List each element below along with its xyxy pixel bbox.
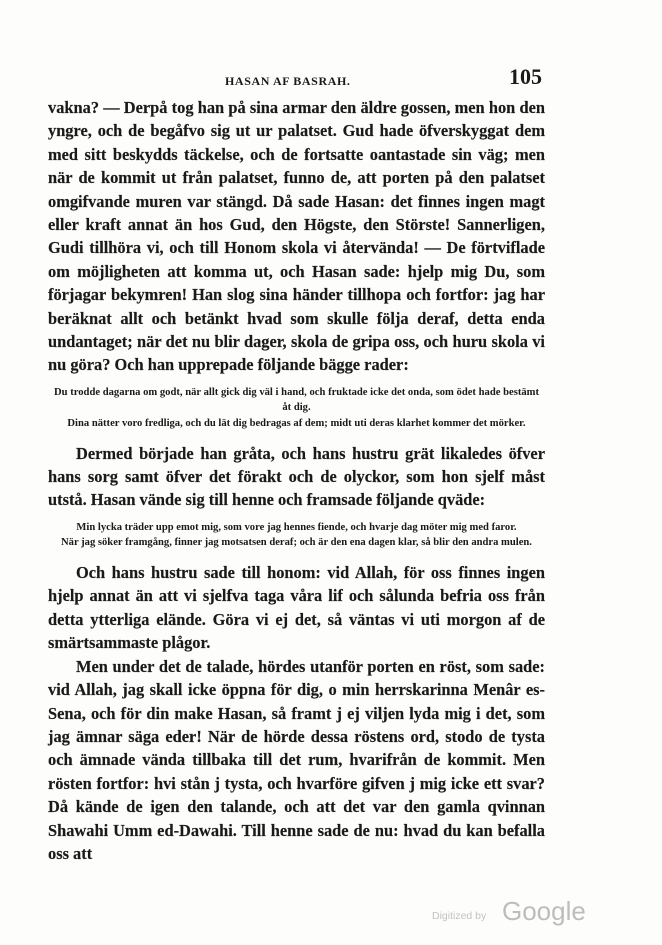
digitized-watermark: [432, 896, 592, 930]
verse-line: När jag söker framgång, finner jag motsatsen deraf; och är den ena dagen klar, så blir den andra mulen.: [61, 537, 532, 549]
verse-line: Du trodde dagarna om godt, när allt gick dig väl i hand, och fruktade icke det onda, som ödet hade bestämt åt dig.: [54, 386, 539, 414]
verse-line: Min lycka träder upp emot mig, som vore jag hennes fiende, och hvarje dag möter mig med faror.: [76, 521, 517, 533]
verse-block-1: [48, 385, 545, 432]
verse-line: Dina nätter voro fredliga, och du lät dig bedragas af dem; midt uti deras klarhet kommer det mörker.: [67, 418, 526, 430]
paragraph-3: Och hans hustru sade till honom: vid Allah, för oss finnes ingen hjelp annat än att vi sjelfva taga våra lif och sålunda befria oss från detta ytterliga elände. Göra vi ej det, så väntas vi uti morgon af de smärtsammaste plågor.: [48, 563, 545, 653]
page-number: 105: [509, 64, 542, 89]
paragraph-1: vakna? — Derpå tog han på sina armar den äldre gossen, men hon den yngre, och de begåfvo sig ut ur palatset. Gud hade öfverskyggat dem med sitt beskydds täckelse, och de fortsatte oantastade sin väg; men när de kommit ut från palatset, funno de, att porten på den palatset omgifvande muren var stängd. Då sade Hasan: det finnes ingen magt eller kraft annat än hos Gud, den Högste, den Störste! Sannerligen, Gudi tillhöra vi, och till Honom skola vi återvända! — De förtviflade om möjligheten att komma ut, och Hasan sade: hjelp mig Du, som förjagar bekymren! Han slog sina händer tillhopa och fortfor: jag har beräknat allt och betänkt hvad som skulle följa deraf, detta enda undantaget; när det nu blir dager, skola de gripa oss, och huru skola vi nu göra? Och han upprepade följande bägge rader:: [48, 98, 545, 375]
body-text: [48, 96, 545, 865]
running-title: HASAN AF BASRAH.: [225, 74, 351, 88]
paragraph-4: Men under det de talade, hördes utanför porten en röst, som sade: vid Allah, jag skall icke öppna för dig, o min herrskarinna Menâr es-Sena, och för din make Hasan, så framt j ej viljen lyda mig i det, som jag ämnar säga eder! När de hörde dessa röstens ord, stodo de tysta och ämnade vända tillbaka till det rum, hvarifrån de kommit. Men rösten fortfor: hvi stån j tysta, och hvarföre gifven j mig icke ett svar? Då kände de igen den talande, och att det var den gamla qvinnan Shawahi Umm ed-Dawahi. Till henne sade de nu: hvad du kan befalla oss att: [48, 656, 545, 863]
watermark-prefix: Digitized by: [432, 910, 487, 922]
paragraph-2: Dermed började han gråta, och hans hustru grät likaledes öfver hans sorg samt öfver det förakt och de olyckor, som hon sjelf måst utstå. Hasan vände sig till henne och framsade följande qväde:: [48, 443, 545, 510]
google-logo: Google: [502, 896, 586, 926]
verse-block-2: [48, 520, 545, 551]
